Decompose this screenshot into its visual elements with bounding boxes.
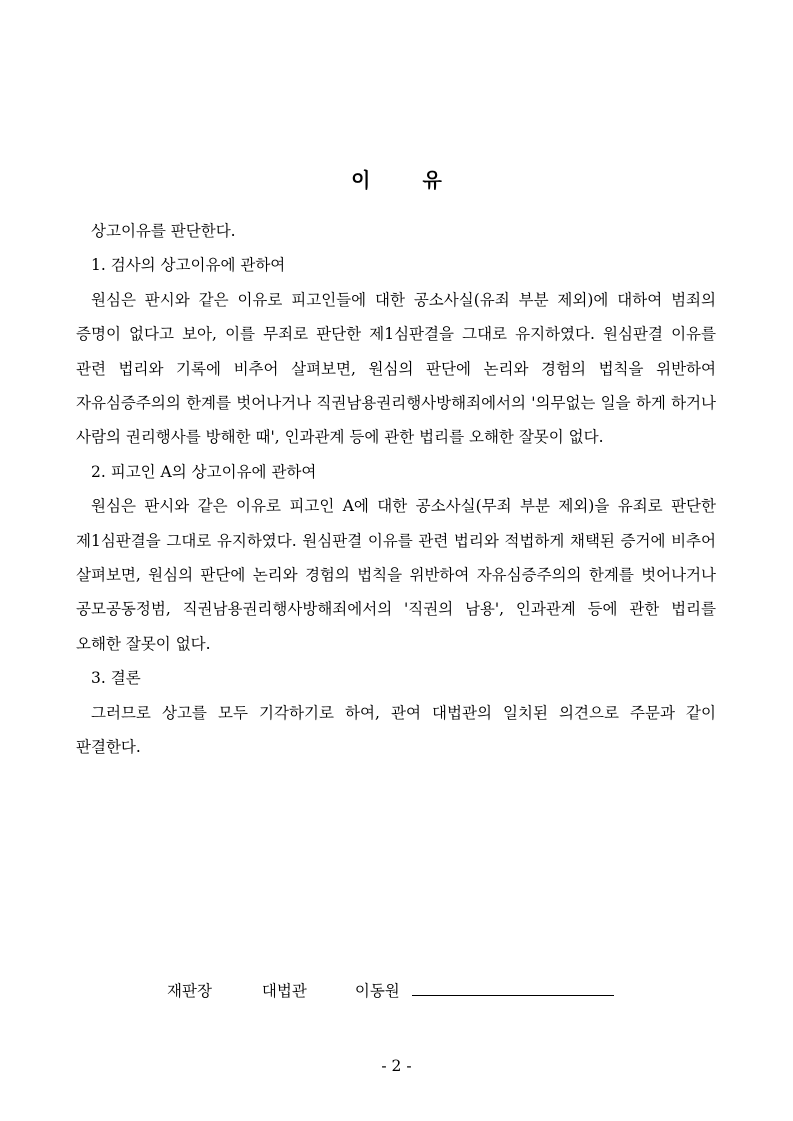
section-title-left: 이 [351,168,371,192]
signature-role: 재판장 [167,982,212,1000]
page-number: - 2 - [381,1057,412,1075]
heading-conclusion: 3. 결론 [91,669,141,688]
section-title [0,168,793,192]
document-body [76,214,716,765]
signature-block [167,979,614,1003]
paragraph-prosecutor-appeal: 원심은 판시와 같은 이유로 피고인들에 대한 공소사실(유죄 부분 제외)에 대하여 범죄의 증명이 없다고 보아, 이를 무죄로 판단한 제1심판결을 그대로 유지하였다. 원심판결 이유를 관련 법리와 기록에 비추어 살펴보면, 원심의 판단에 논리와 경험의 법칙을 위반하여 자유심증주의의 한계를 벗어나거나 직권남용권리행사방해죄에서의 '의무없는 일을 하게 하거나 사람의 권리행사를 방해한 때', 인과관계 등에 관한 법리를 오해한 잘못이 없다. [76,290,716,447]
signature-title: 대법관 [261,982,307,1000]
signature-line [412,981,614,996]
intro-paragraph: 상고이유를 판단한다. [91,222,236,240]
section-title-right: 유 [422,168,442,192]
heading-prosecutor-appeal: 1. 검사의 상고이유에 관하여 [91,256,286,275]
signature-name: 이동원 [354,982,400,1000]
paragraph-defendant-appeal: 원심은 판시와 같은 이유로 피고인 A에 대한 공소사실(무죄 부분 제외)을 유죄로 판단한 제1심판결을 그대로 유지하였다. 원심판결 이유를 관련 법리와 적법하게 채택된 증거에 비추어 살펴보면, 원심의 판단에 논리와 경험의 법칙을 위반하여 자유심증주의의 한계를 벗어나거나 공모공동정범, 직권남용권리행사방해죄에서의 '직권의 남용', 인과관계 등에 관한 법리를 오해한 잘못이 없다. [76,497,716,653]
heading-defendant-appeal: 2. 피고인 A의 상고이유에 관하여 [91,462,317,481]
paragraph-conclusion: 그러므로 상고를 모두 기각하기로 하여, 관여 대법관의 일치된 의견으로 주문과 같이 판결한다. [76,703,716,757]
